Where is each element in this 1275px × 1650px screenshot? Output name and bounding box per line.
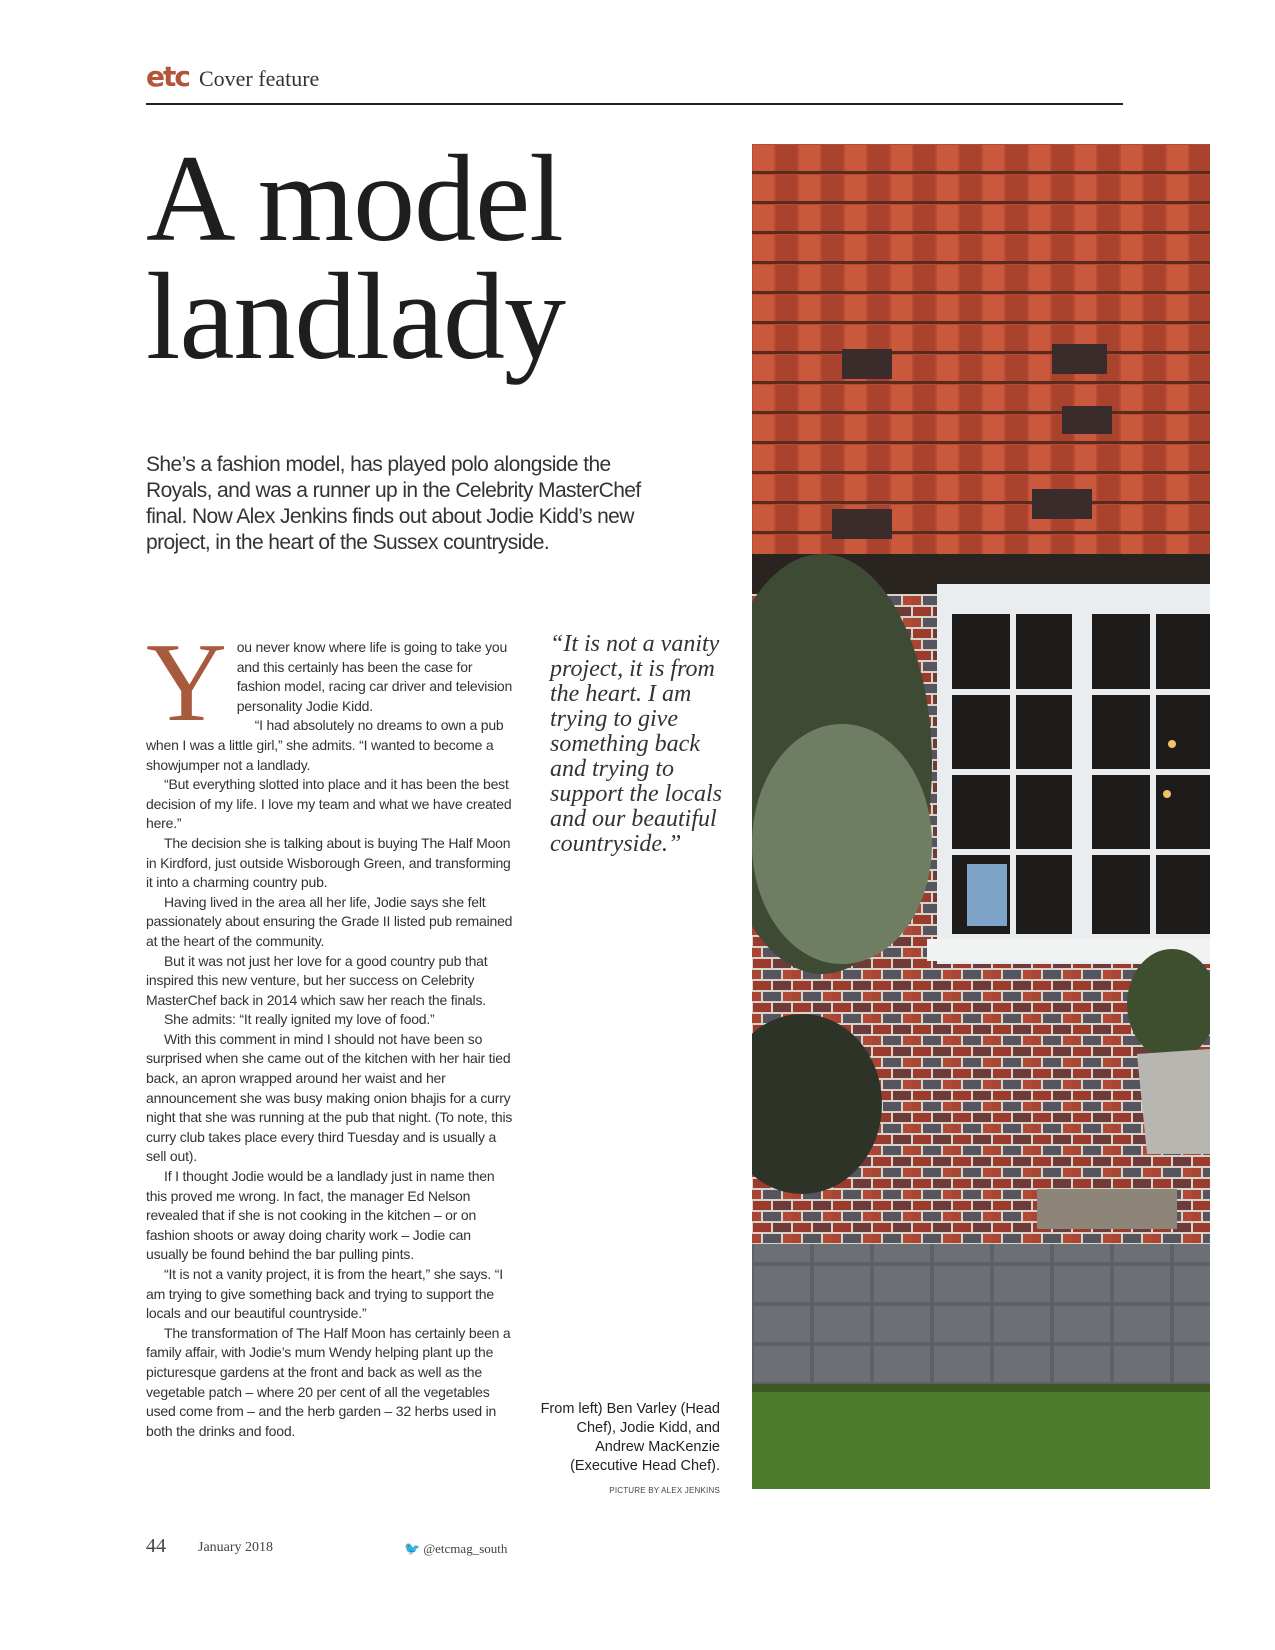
article-paragraph: “It is not a vanity project, it is from the heart,” she says. “I am trying to give something back and trying to support the locals and our beautiful countryside.” [146,1266,503,1322]
photo-credit: PICTURE BY ALEX JENKINS [609,1486,720,1495]
article-paragraph: The decision she is talking about is buying The Half Moon in Kirdford, just outside Wisborough Green, and transforming it into a charming country pub. [146,834,511,891]
issue-date: January 2018 [198,1540,274,1555]
photo-caption: From left) Ben Varley (Head Chef), Jodie Kidd, and Andrew MacKenzie (Executive Head Chef). [540,1401,720,1474]
article-paragraph: You never know where life is going to take you and this certainly has been the case for fashion model, racing car driver and television personality Jodie Kidd. [146,621,513,745]
article-paragraph: With this comment in mind I should not have been so surprised when she came out of the kitchen with her hair tied back, an apron wrapped around her waist and her announcement she was busy making onion bhajis for a curry night that she was running at the pub that night. (To note, this curry club takes place every third Tuesday and is usually a sell out). [146,1030,513,1165]
pull-quote: “It is not a vanity project, it is from the heart. I am trying to give something back and trying to support the locals and our beautiful countryside.” [550,631,722,857]
article-body [146,621,514,1441]
headline: A model landlady [146,130,565,385]
twitter-handle: @etcmag_south [423,1541,508,1556]
article-paragraph: “I had absolutely no dreams to own a pub when I was a little girl,” she admits. “I wanted to become a showjumper not a landlady. [146,717,504,773]
article-paragraph: The transformation of The Half Moon has certainly been a family affair, with Jodie’s mum Wendy helping plant up the picturesque gardens at the front and back as well as the vegetable patch – where 20 per cent of all the vegetables used come from – and the herb garden – 32 herbs used in both the drinks and food. [146,1324,511,1439]
article-paragraph: If I thought Jodie would be a landlady just in name then this proved me wrong. In fact, the manager Ed Nelson revealed that if she is not cooking in the kitchen – or on fashion shoots or away doing charity work – Jodie can usually be found behind the bar pulling pints. [146,1168,495,1263]
social-handle [404,1541,507,1557]
page-number: 44 [146,1535,166,1557]
drop-cap: Y [146,621,227,745]
article-paragraph: But it was not just her love for a good country pub that inspired this new venture, but her success on Celebrity MasterChef back in 2014 which saw her reach the finals. [146,952,488,1008]
article-paragraph: She admits: “It really ignited my love of food.” [164,1011,435,1028]
header-rule [146,103,1123,105]
page-header [146,60,319,96]
brand-logo: etc [146,60,189,93]
standfirst: She’s a fashion model, has played polo alongside the Royals, and was a runner up in the Celebrity MasterChef final. Now Alex Jenkins finds out about Jodie Kidd’s new project, in the heart of the Sussex countryside. [146,453,641,554]
twitter-bird-icon: 🐦 [404,1541,421,1556]
article-paragraph: Having lived in the area all her life, Jodie says she felt passionately about ensuring the Grade II listed pub remained at the heart of the community. [146,893,513,949]
section-label: Cover feature [198,66,320,91]
article-paragraph: “But everything slotted into place and it has been the best decision of my life. I love my team and what we have created here.” [146,776,512,832]
pub-photo [752,144,1210,1489]
